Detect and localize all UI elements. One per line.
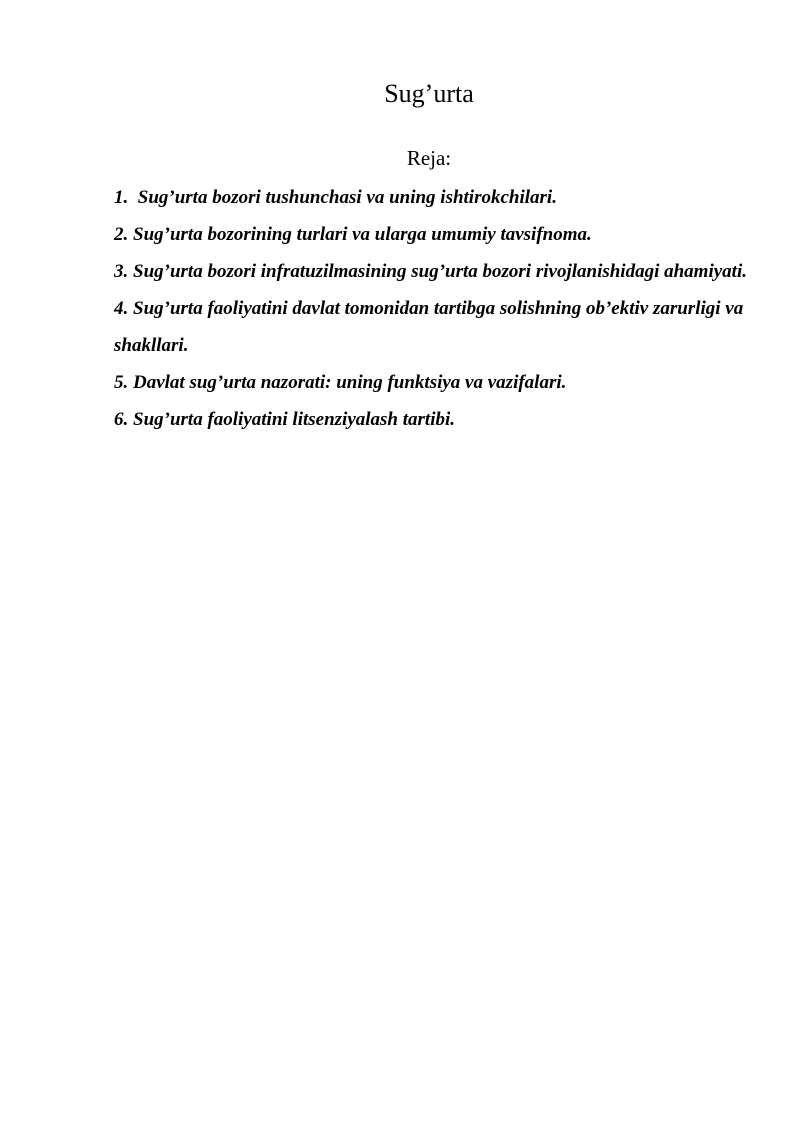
plan-item-3: 3. Sug’urta bozori infratuzilmasining sug’urta bozori rivojlanishidagi ahamiyati. xyxy=(114,261,747,282)
document-title: Sug’urta xyxy=(384,79,474,108)
plan-item-1: 1. Sug’urta bozori tushunchasi va uning ishtirokchilari. xyxy=(114,187,557,208)
plan-item-5: 5. Davlat sug’urta nazorati: uning funktsiya va vazifalari. xyxy=(114,372,567,393)
plan-item-4: 4. Sug’urta faoliyatini davlat tomonidan tartibga solishning ob’ektiv zarurligi va shakllari. xyxy=(114,298,748,356)
plan-list xyxy=(114,179,754,438)
plan-item-6: 6. Sug’urta faoliyatini litsenziyalash tartibi. xyxy=(114,409,456,430)
plan-item-2: 2. Sug’urta bozorining turlari va ularga umumiy tavsifnoma. xyxy=(114,224,592,245)
plan-heading: Reja: xyxy=(406,146,452,170)
